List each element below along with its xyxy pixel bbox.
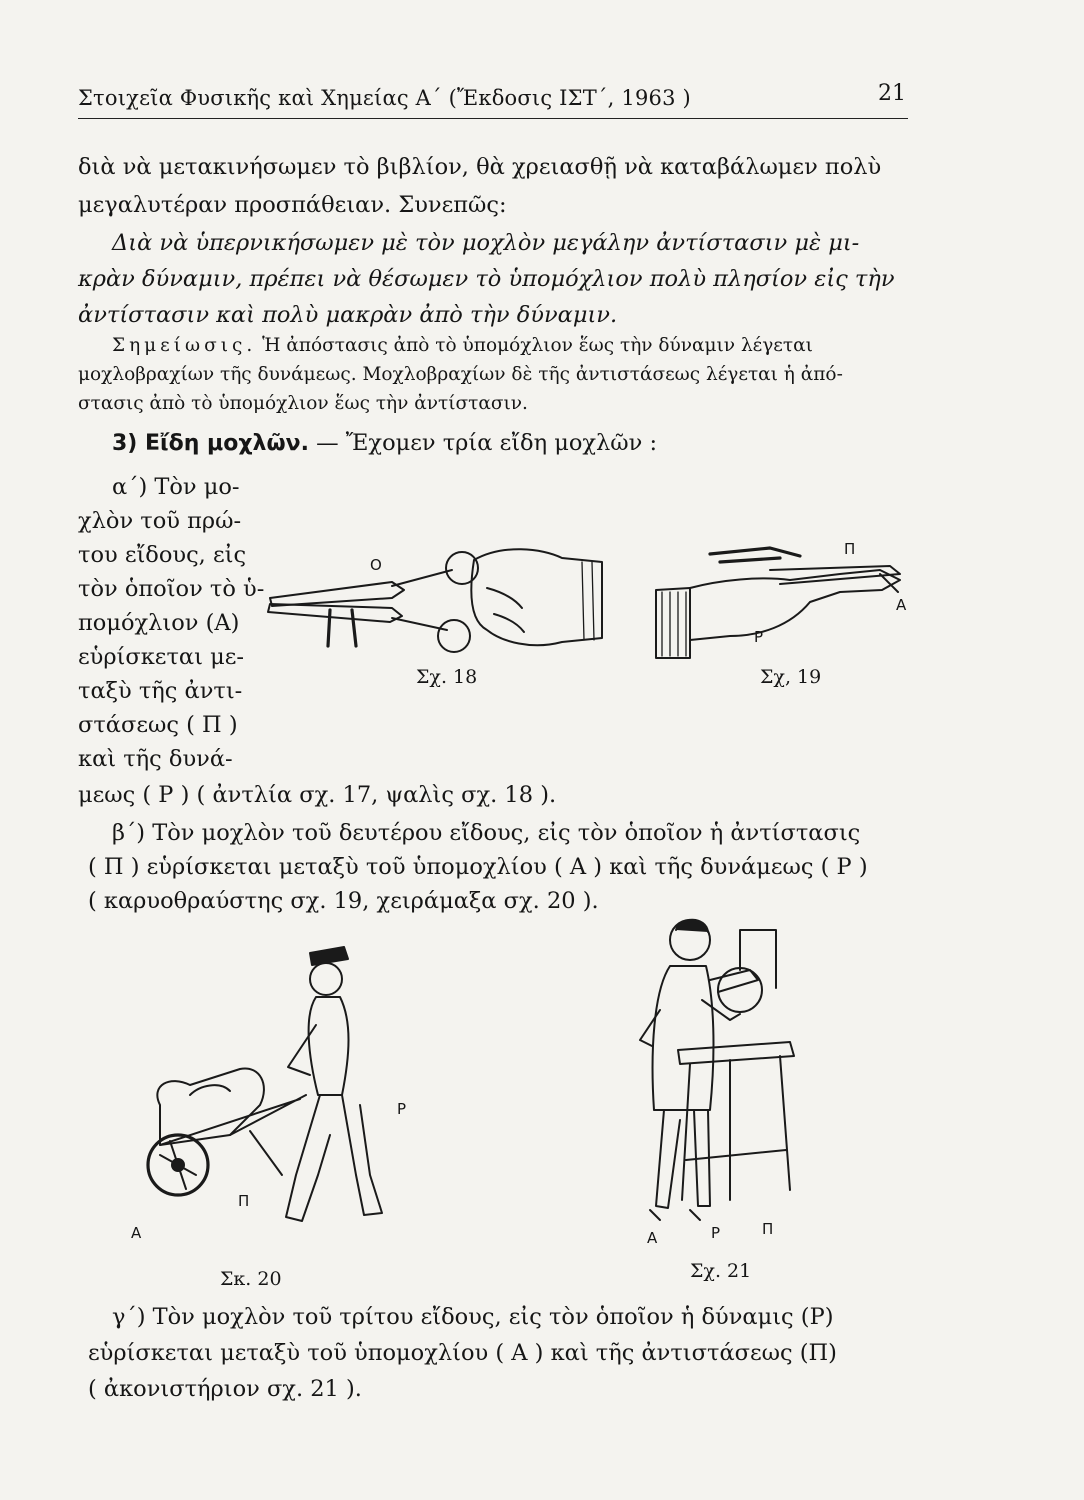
section-heading-line [112,428,657,459]
note-line: στασις ἀπὸ τὸ ὑπομόχλιον ἕως τὴν ἀντίστασιν. [78,393,528,414]
figure-19-nutcracker [650,540,920,660]
figure-label: Ρ [397,1100,407,1118]
figure-label: Α [647,1229,658,1247]
paragraph-line: ( καρυοθραύστης σχ. 19, χειράμαξα σχ. 20 ). [88,888,599,914]
column-line: καὶ τῆς δυνά- [78,746,233,772]
rule-line: Διὰ νὰ ὑπερνικήσωμεν μὲ τὸν μοχλὸν μεγάλην ἀντίστασιν μὲ μι- [112,230,860,256]
figure-caption: Σχ. 18 [416,666,478,688]
figure-label: O [370,556,382,574]
figure-20-wheelbarrow [120,935,450,1245]
column-line: στάσεως ( Π ) [78,712,238,738]
figure-label: Α [131,1224,142,1242]
paragraph-line: μεγαλυτέραν προσπάθειαν. Συνεπῶς: [78,192,507,218]
column-line: πομόχλιον (Α) [78,610,240,636]
paragraph-line: β΄) Τὸν μοχλὸν τοῦ δευτέρου εἴδους, εἰς τὸν ὁποῖον ἡ ἀντίστασις [112,820,861,846]
figure-label: Π [762,1220,774,1238]
column-line: α΄) Τὸν μο- [112,474,240,500]
paragraph-line: ( ἀκονιστήριον σχ. 21 ). [88,1376,362,1402]
paragraph-line: γ΄) Τὸν μοχλὸν τοῦ τρίτου εἴδους, εἰς τὸν ὁποῖον ἡ δύναμις (Ρ) [112,1304,834,1330]
figure-label: Ρ [711,1224,721,1242]
rule-line: ἀντίστασιν καὶ πολὺ μακρὰν ἀπὸ τὴν δύναμιν. [78,302,618,328]
figure-caption: Σκ. 20 [220,1268,282,1290]
figure-caption: Σχ. 21 [690,1260,752,1282]
figure-label: Π [844,540,856,558]
paragraph-line: διὰ νὰ μετακινήσωμεν τὸ βιβλίον, θὰ χρειασθῇ νὰ καταβάλωμεν πολὺ [78,154,882,180]
paragraph-line: εὑρίσκεται μεταξὺ τοῦ ὑπομοχλίου ( Α ) καὶ τῆς ἀντιστάσεως (Π) [88,1340,837,1366]
rule-line: κρὰν δύναμιν, πρέπει νὰ θέσωμεν τὸ ὑπομόχλιον πολὺ πλησίον εἰς τὴν [78,266,895,292]
paragraph-line: μεως ( Ρ ) ( ἀντλία σχ. 17, ψαλὶς σχ. 18 ). [78,782,557,808]
page-number: 21 [878,81,906,106]
figure-label: Α [896,596,907,614]
figure-caption: Σχ, 19 [760,666,822,688]
figure-label: Ρ [754,628,764,646]
note-line [112,333,813,359]
note-line: μοχλοβραχίων τῆς δυνάμεως. Μοχλοβραχίων δὲ τῆς ἀντιστάσεως λέγεται ἡ ἀπό- [78,364,843,385]
column-line: του εἴδους, εἰς [78,542,247,568]
note-label: Σημείωσις. [112,335,257,356]
figure-18-scissors [262,538,622,668]
column-line: εὑρίσκεται με- [78,644,244,670]
column-line: τὸν ὁποῖον τὸ ὑ- [78,576,265,602]
header-title: Στοιχεῖα Φυσικῆς καὶ Χημείας Α΄ (Ἔκδοσις ΙΣΤ΄, 1963 ) [78,86,691,110]
section-intro: — Ἔχομεν τρία εἴδη μοχλῶν : [316,430,658,456]
section-heading: 3) Εἴδη μοχλῶν. [112,431,309,456]
column-line: χλὸν τοῦ πρώ- [78,508,242,534]
figure-label: Π [238,1192,250,1210]
paragraph-line: ( Π ) εὑρίσκεται μεταξὺ τοῦ ὑπομοχλίου ( Α ) καὶ τῆς δυνάμεως ( Ρ ) [88,854,868,880]
column-line: ταξὺ τῆς ἀντι- [78,678,243,704]
note-text: Ἡ ἀπόστασις ἀπὸ τὸ ὑπομόχλιον ἕως τὴν δύναμιν λέγεται [262,335,813,356]
figure-21-grinder [590,910,810,1230]
running-header [78,78,908,119]
